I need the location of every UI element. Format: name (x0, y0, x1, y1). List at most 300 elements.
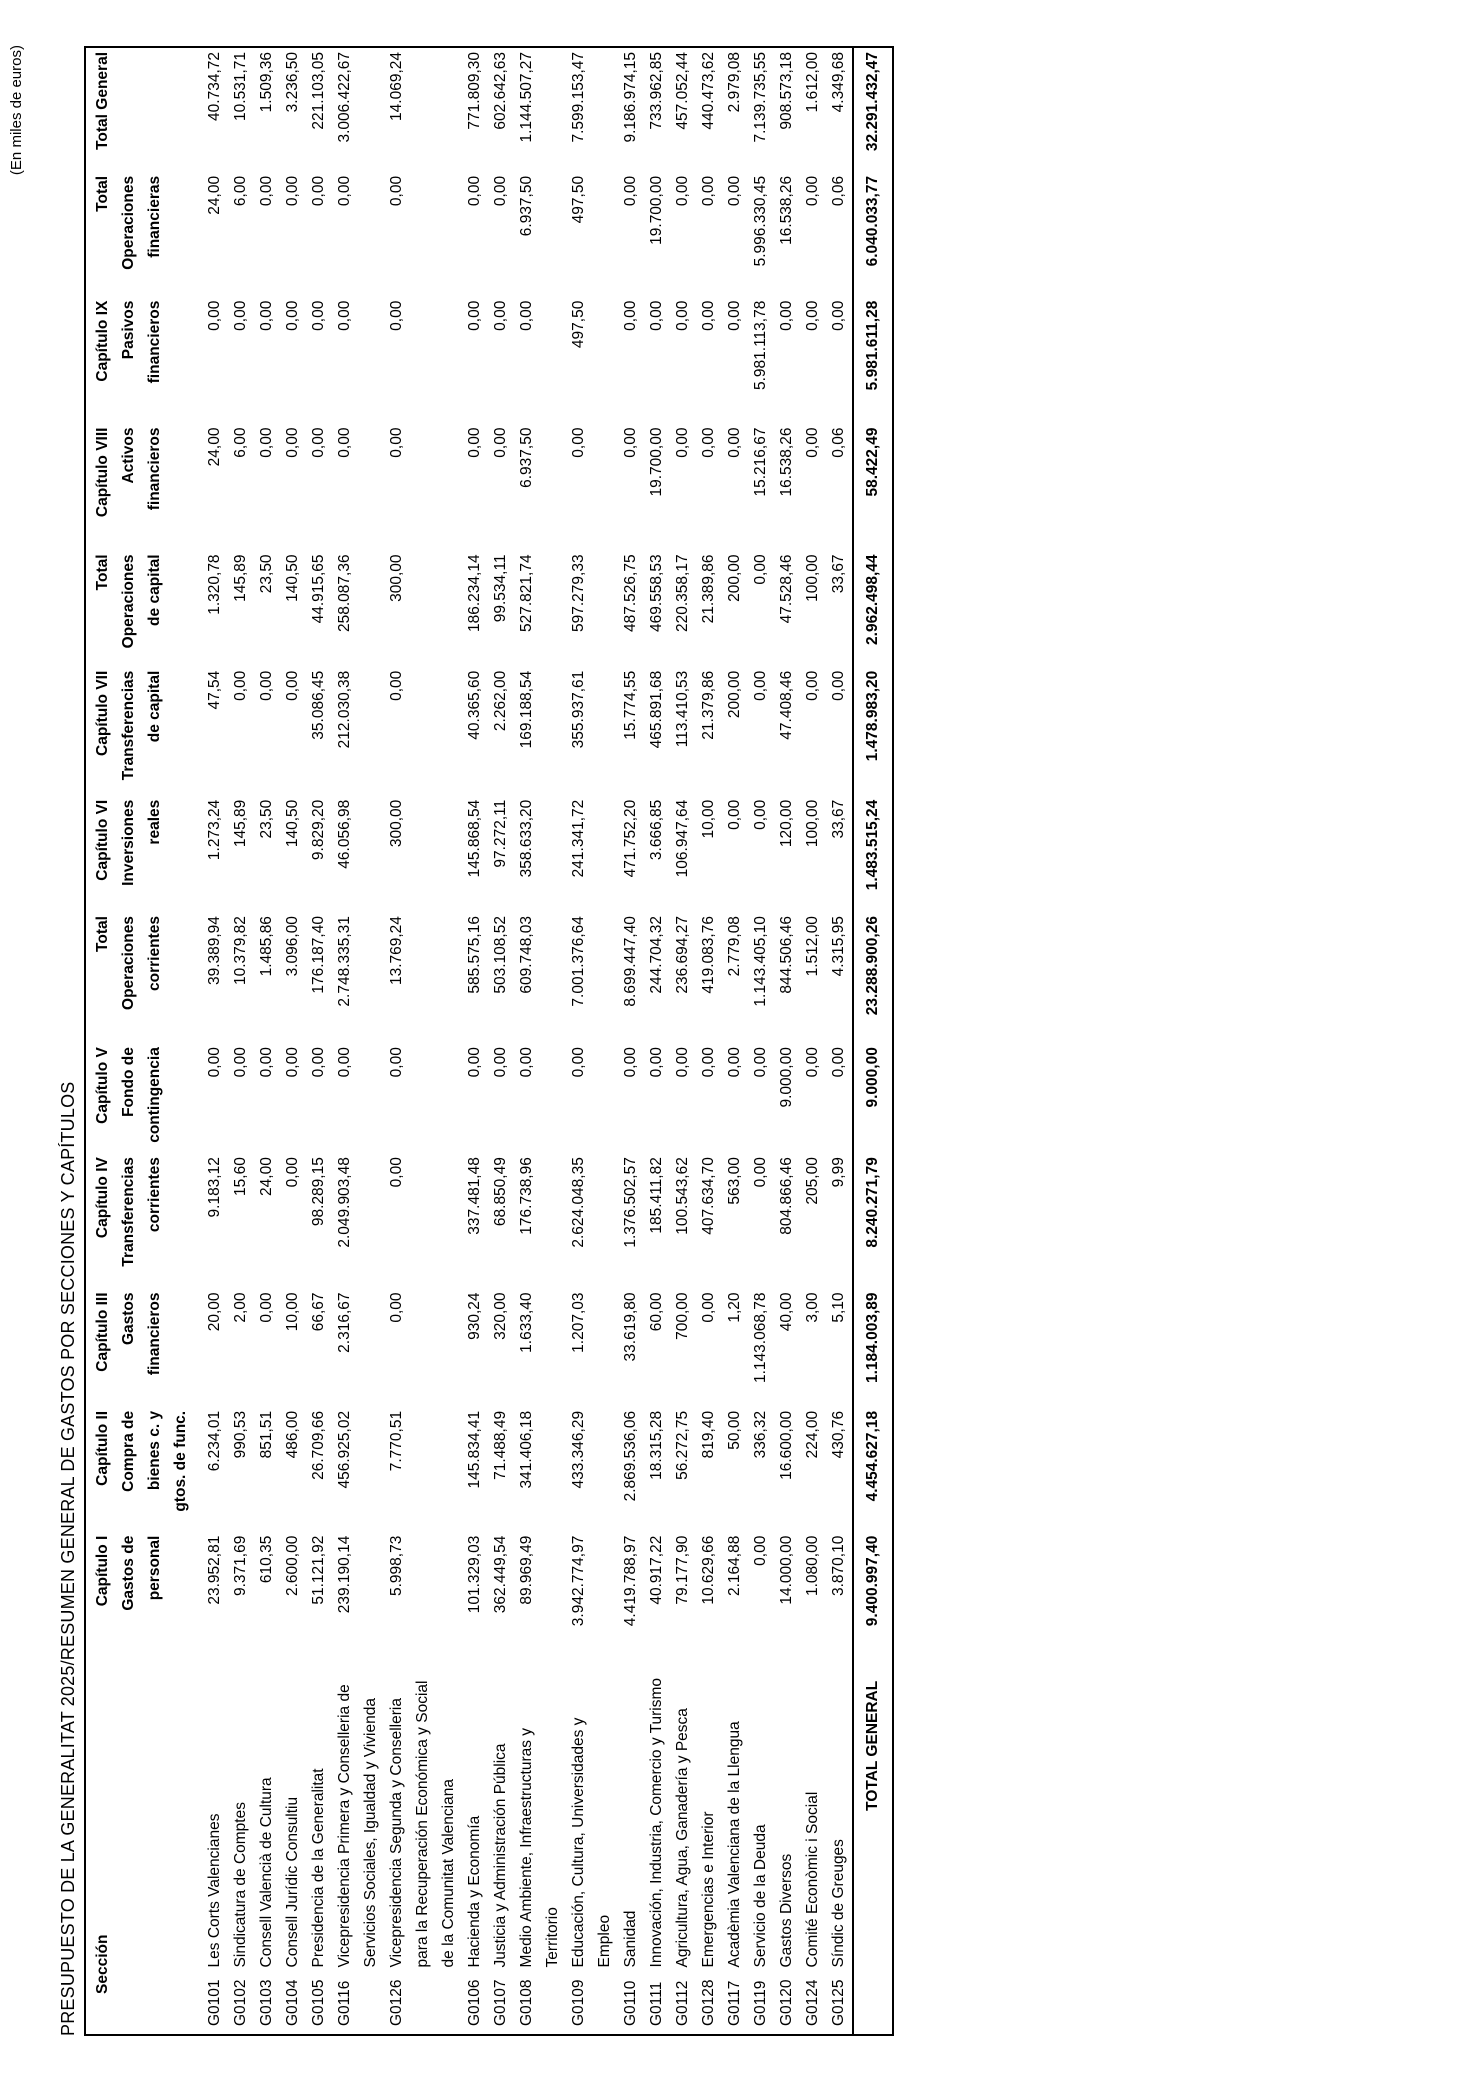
value-cell: 169.188,54 (518, 670, 535, 749)
value-cell: 497,50 (570, 175, 587, 224)
value-cell: 320,00 (492, 1292, 509, 1340)
value-cell: 0,00 (752, 1047, 769, 1078)
value-cell: 336,32 (752, 1410, 769, 1459)
section-code: G0112 (674, 1980, 691, 2026)
total-value-cell: 9.000,00 (853, 1043, 893, 1153)
value-cell: 0,00 (336, 1047, 353, 1078)
value-cell: 4.349,68 (830, 52, 847, 113)
value-cell: 176.738,96 (518, 1157, 535, 1235)
value-cell: 5.998,73 (388, 1535, 405, 1597)
value-cell: 0,00 (804, 670, 821, 701)
total-value-cell: 1.483.515,24 (853, 796, 893, 912)
value-cell: 1.273,24 (206, 799, 223, 861)
value-cell: 0,00 (700, 1292, 717, 1323)
spacer-cell (194, 47, 202, 2035)
value-cell: 14.000,00 (778, 1535, 795, 1605)
section-name: Acadèmia Valenciana de la Llengua (726, 1721, 743, 1968)
value-cell: 0,00 (492, 175, 509, 207)
value-cell: 9.371,69 (232, 1535, 249, 1597)
value-cell: 0,00 (232, 1047, 249, 1078)
value-cell: 1.376.502,57 (622, 1157, 639, 1248)
header-total-financieras: Total Operaciones financieras (94, 175, 163, 270)
value-cell: 602.642,63 (492, 52, 509, 130)
value-cell: 66,67 (310, 1292, 327, 1332)
value-cell: 89.969,49 (518, 1535, 535, 1605)
section-name: Sindicatura de Comptes (232, 1802, 249, 1968)
value-cell: 16.538,26 (778, 427, 795, 497)
value-cell: 0,00 (336, 427, 353, 458)
section-name: Sanidad (622, 1910, 639, 1968)
total-value-cell: 58.422,49 (853, 424, 893, 551)
value-cell: 145.868,54 (466, 799, 483, 878)
value-cell: 0,00 (284, 427, 301, 458)
value-cell: 610,35 (258, 1535, 275, 1584)
total-value-cell: 23.288.900,26 (853, 912, 893, 1043)
value-cell: 56.272,75 (674, 1410, 691, 1480)
value-cell: 0,00 (570, 427, 587, 458)
section-code: G0125 (830, 1979, 847, 2026)
value-cell: 40,00 (778, 1292, 795, 1332)
header-cap4: Capítulo IV Transferencias corrientes (94, 1157, 163, 1267)
value-cell: 23,50 (258, 799, 275, 839)
total-value-cell: 4.454.627,18 (853, 1407, 893, 1532)
value-cell: 0,00 (258, 427, 275, 458)
value-cell: 68.850,49 (492, 1157, 509, 1227)
value-cell: 0,00 (284, 1157, 301, 1188)
value-cell: 8.699.447,40 (622, 916, 639, 1007)
value-cell: 9,99 (830, 1157, 847, 1188)
value-cell: 200,00 (726, 554, 743, 602)
value-cell: 20,00 (206, 1292, 223, 1332)
section-name: Vicepresidencia Primera y Conselleria de Servicios Sociales, Igualdad y Vivienda (336, 1684, 379, 1968)
value-cell: 2.869.536,06 (622, 1410, 639, 1502)
value-cell: 430,76 (830, 1410, 847, 1459)
value-cell: 16.600,00 (778, 1410, 795, 1480)
value-cell: 456.925,02 (336, 1410, 353, 1489)
section-name: Hacienda y Economía (466, 1815, 483, 1968)
header-cap6: Capítulo VI Inversiones reales (94, 799, 163, 886)
value-cell: 2.748.335,31 (336, 916, 353, 1007)
value-cell: 0,00 (466, 300, 483, 331)
value-cell: 300,00 (388, 799, 405, 848)
section-code: G0126 (388, 1979, 405, 2026)
value-cell: 0,00 (622, 300, 639, 331)
value-cell: 79.177,90 (674, 1535, 691, 1605)
value-cell: 0,00 (310, 427, 327, 458)
value-cell: 0,00 (752, 1535, 769, 1566)
value-cell: 0,06 (830, 175, 847, 207)
value-cell: 0,00 (284, 670, 301, 701)
value-cell: 851,51 (258, 1410, 275, 1459)
value-cell: 0,00 (674, 300, 691, 331)
value-cell: 0,00 (492, 427, 509, 458)
value-cell: 19.700,00 (648, 427, 665, 497)
page-title: PRESUPUESTO DE LA GENERALITAT 2025/RESUMEN GENERAL DE GASTOS POR SECCIONES Y CAPÍTULOS (58, 1081, 78, 2036)
section-code: G0106 (466, 1979, 483, 2026)
value-cell: 46.056,98 (336, 799, 353, 869)
value-cell: 0,00 (726, 175, 743, 207)
section-code: G0102 (232, 1979, 249, 2026)
value-cell: 0,00 (804, 427, 821, 458)
value-cell: 97.272,11 (492, 799, 509, 868)
value-cell: 2.316,67 (336, 1292, 353, 1353)
value-cell: 2.262,00 (492, 670, 509, 732)
value-cell: 0,00 (258, 1047, 275, 1078)
header-cap5: Capítulo V Fondo de contingencia (94, 1047, 163, 1143)
value-cell: 47,54 (206, 670, 223, 710)
value-cell: 33.619,80 (622, 1292, 639, 1362)
value-cell: 2.600,00 (284, 1535, 301, 1597)
value-cell: 6,00 (232, 175, 249, 207)
section-name: Síndic de Greuges (830, 1839, 847, 1968)
value-cell: 0,00 (700, 175, 717, 207)
value-cell: 0,00 (752, 670, 769, 701)
value-cell: 24,00 (258, 1157, 275, 1196)
value-cell: 0,00 (648, 1047, 665, 1078)
value-cell: 563,00 (726, 1157, 743, 1205)
value-cell: 0,00 (622, 1047, 639, 1078)
value-cell: 9.000,00 (778, 1047, 795, 1108)
section-code: G0105 (310, 1979, 327, 2026)
value-cell: 7.139.735,55 (752, 52, 769, 143)
value-cell: 0,00 (388, 427, 405, 458)
section-code: G0117 (726, 1980, 743, 2026)
value-cell: 0,06 (830, 427, 847, 458)
value-cell: 0,00 (726, 799, 743, 830)
value-cell: 0,00 (466, 1047, 483, 1078)
value-cell: 1.509,36 (258, 52, 275, 113)
section-code: G0116 (336, 1980, 353, 2026)
value-cell: 0,00 (258, 670, 275, 701)
table-row (774, 47, 800, 2035)
value-cell: 3,00 (804, 1292, 821, 1323)
total-value-cell: 9.400.997,40 (853, 1532, 893, 1663)
budget-table (84, 46, 894, 2036)
table-row (748, 47, 774, 2035)
value-cell: 0,00 (466, 175, 483, 207)
value-cell: 9.186.974,15 (622, 52, 639, 143)
value-cell: 24,00 (206, 175, 223, 215)
section-name: Gastos Diversos (778, 1853, 795, 1968)
section-code: G0119 (752, 1980, 769, 2026)
header-cap8: Capítulo VIII Activos financieros (94, 427, 163, 518)
value-cell: 50,00 (726, 1410, 743, 1450)
value-cell: 527.821,74 (518, 554, 535, 633)
value-cell: 0,00 (388, 1292, 405, 1323)
value-cell: 212.030,38 (336, 670, 353, 749)
table-row (280, 47, 306, 2035)
value-cell: 2.164,88 (726, 1535, 743, 1597)
value-cell: 39.389,94 (206, 916, 223, 986)
header-cap1: Capítulo I Gastos de personal (94, 1535, 163, 1611)
value-cell: 6.937,50 (518, 427, 535, 488)
value-cell: 1.633,40 (518, 1292, 535, 1353)
value-cell: 241.341,72 (570, 799, 587, 878)
section-code: G0109 (570, 1979, 587, 2026)
value-cell: 7.770,51 (388, 1410, 405, 1472)
value-cell: 13.769,24 (388, 916, 405, 986)
value-cell: 337.481,48 (466, 1157, 483, 1235)
table-row (202, 47, 228, 2035)
value-cell: 2.779,08 (726, 916, 743, 977)
value-cell: 10.531,71 (232, 52, 249, 121)
section-code: G0107 (492, 1979, 509, 2026)
value-cell: 60,00 (648, 1292, 665, 1332)
section-name: Educación, Cultura, Universidades y Empleo (570, 1717, 613, 1968)
section-code: G0110 (622, 1980, 639, 2026)
value-cell: 0,00 (830, 670, 847, 701)
value-cell: 1.143.405,10 (752, 916, 769, 1007)
table-row (566, 47, 618, 2035)
value-cell: 100,00 (804, 799, 821, 848)
value-cell: 0,00 (388, 300, 405, 331)
table-row (514, 47, 566, 2035)
value-cell: 300,00 (388, 554, 405, 602)
value-cell: 0,00 (674, 427, 691, 458)
value-cell: 7.599.153,47 (570, 52, 587, 143)
section-code: G0120 (778, 1979, 795, 2026)
value-cell: 0,00 (700, 300, 717, 331)
value-cell: 362.449,54 (492, 1535, 509, 1614)
value-cell: 244.704,32 (648, 916, 665, 994)
value-cell: 819,40 (700, 1410, 717, 1459)
value-cell: 0,00 (310, 1047, 327, 1078)
value-cell: 0,00 (726, 1047, 743, 1078)
value-cell: 236.694,27 (674, 916, 691, 994)
value-cell: 0,00 (700, 427, 717, 458)
section-code: G0108 (518, 1979, 535, 2026)
value-cell: 1.080,00 (804, 1535, 821, 1597)
value-cell: 0,00 (648, 300, 665, 331)
value-cell: 44.915,65 (310, 554, 327, 624)
value-cell: 358.633,20 (518, 799, 535, 878)
value-cell: 771.809,30 (466, 52, 483, 130)
value-cell: 0,00 (284, 300, 301, 331)
value-cell: 10.379,82 (232, 916, 249, 986)
value-cell: 200,00 (726, 670, 743, 719)
table-row (800, 47, 826, 2035)
value-cell: 205,00 (804, 1157, 821, 1205)
value-cell: 9.183,12 (206, 1157, 223, 1218)
value-cell: 3.870,10 (830, 1535, 847, 1597)
value-cell: 35.086,45 (310, 670, 327, 740)
section-name: Justicia y Administración Pública (492, 1743, 509, 1968)
value-cell: 487.526,75 (622, 554, 639, 633)
value-cell: 220.358,17 (674, 554, 691, 633)
value-cell: 71.488,49 (492, 1410, 509, 1480)
value-cell: 1.207,03 (570, 1292, 587, 1353)
value-cell: 24,00 (206, 427, 223, 467)
table-row (306, 47, 332, 2035)
value-cell: 0,00 (388, 175, 405, 207)
value-cell: 21.379,86 (700, 670, 717, 740)
value-cell: 113.410,53 (674, 670, 691, 748)
value-cell: 140,50 (284, 799, 301, 848)
section-name: Agricultura, Agua, Ganadería y Pesca (674, 1708, 691, 1968)
value-cell: 0,00 (258, 175, 275, 207)
section-code: G0111 (648, 1981, 665, 2026)
value-cell: 145,89 (232, 799, 249, 848)
value-cell: 101.329,03 (466, 1535, 483, 1614)
value-cell: 0,00 (804, 1047, 821, 1078)
value-cell: 7.001.376,64 (570, 916, 587, 1007)
header-cap3: Capítulo III Gastos financieros (94, 1292, 163, 1376)
section-name: Consell Jurídic Consultiu (284, 1796, 301, 1968)
value-cell: 0,00 (232, 300, 249, 331)
value-cell: 2.624.048,35 (570, 1157, 587, 1248)
value-cell: 100,00 (804, 554, 821, 602)
value-cell: 465.891,68 (648, 670, 665, 749)
value-cell: 176.187,40 (310, 916, 327, 994)
value-cell: 0,00 (310, 175, 327, 207)
value-cell: 2.979,08 (726, 52, 743, 113)
value-cell: 0,00 (726, 427, 743, 458)
value-cell: 258.087,36 (336, 554, 353, 633)
value-cell: 0,00 (752, 799, 769, 830)
value-cell: 0,00 (206, 1047, 223, 1078)
section-code: G0104 (284, 1979, 301, 2026)
value-cell: 239.190,14 (336, 1535, 353, 1614)
value-cell: 145,89 (232, 554, 249, 602)
value-cell: 407.634,70 (700, 1157, 717, 1235)
table-row (228, 47, 254, 2035)
value-cell: 15,60 (232, 1157, 249, 1196)
section-name: Servicio de la Deuda (752, 1824, 769, 1968)
value-cell: 0,00 (492, 300, 509, 331)
section-code: G0101 (206, 1979, 223, 2026)
table-row (696, 47, 722, 2035)
value-cell: 1.320,78 (206, 554, 223, 615)
section-name: Consell Valencià de Cultura (258, 1777, 275, 1968)
value-cell: 106.947,64 (674, 799, 691, 878)
value-cell: 0,00 (388, 670, 405, 701)
value-cell: 3.006.422,67 (336, 52, 353, 143)
table-row (384, 47, 462, 2035)
value-cell: 440.473,62 (700, 52, 717, 130)
value-cell: 9.829,20 (310, 799, 327, 861)
value-cell: 471.752,20 (622, 799, 639, 878)
value-cell: 100.543,62 (674, 1157, 691, 1235)
value-cell: 0,00 (674, 175, 691, 207)
header-total-corrientes: Total Operaciones corrientes (94, 916, 163, 1010)
value-cell: 0,00 (492, 1047, 509, 1078)
value-cell: 40.734,72 (206, 52, 223, 121)
value-cell: 3.666,85 (648, 799, 665, 861)
value-cell: 15.774,55 (622, 670, 639, 740)
value-cell: 0,00 (336, 175, 353, 207)
value-cell: 930,24 (466, 1292, 483, 1340)
value-cell: 0,00 (726, 300, 743, 331)
value-cell: 0,00 (570, 1047, 587, 1078)
value-cell: 355.937,61 (570, 670, 587, 749)
value-cell: 5,10 (830, 1292, 847, 1323)
value-cell: 497,50 (570, 300, 587, 349)
value-cell: 120,00 (778, 799, 795, 848)
value-cell: 0,00 (518, 300, 535, 331)
table-row (254, 47, 280, 2035)
value-cell: 0,00 (778, 300, 795, 331)
total-value-cell: 6.040.033,77 (853, 172, 893, 297)
value-cell: 597.279,33 (570, 554, 587, 633)
value-cell: 23,50 (258, 554, 275, 594)
value-cell: 0,00 (830, 300, 847, 331)
value-cell: 10,00 (700, 799, 717, 839)
value-cell: 0,00 (518, 1047, 535, 1078)
value-cell: 0,00 (804, 300, 821, 331)
header-cap7: Capítulo VII Transferencias de capital (94, 670, 163, 781)
value-cell: 6.234,01 (206, 1410, 223, 1472)
table-row (462, 47, 488, 2035)
value-cell: 0,00 (258, 300, 275, 331)
value-cell: 26.709,66 (310, 1410, 327, 1480)
value-cell: 16.538,26 (778, 175, 795, 245)
value-cell: 140,50 (284, 554, 301, 602)
value-cell: 99.534,11 (492, 554, 509, 623)
table-row (670, 47, 696, 2035)
value-cell: 0,00 (700, 1047, 717, 1078)
total-row (853, 47, 893, 2035)
section-name: Vicepresidencia Segunda y Conselleria para la Recuperación Económica y Social de la Comunitat Valenciana (388, 1680, 457, 1968)
value-cell: 0,00 (466, 427, 483, 458)
value-cell: 0,00 (804, 175, 821, 207)
section-code: G0124 (804, 1979, 821, 2026)
value-cell: 503.108,52 (492, 916, 509, 994)
section-name: Emergencias e Interior (700, 1811, 717, 1968)
value-cell: 6.937,50 (518, 175, 535, 237)
value-cell: 433.346,29 (570, 1410, 587, 1489)
value-cell: 609.748,03 (518, 916, 535, 994)
value-cell: 19.700,00 (648, 175, 665, 245)
value-cell: 2,00 (232, 1292, 249, 1323)
value-cell: 33,67 (830, 799, 847, 839)
value-cell: 0,00 (232, 670, 249, 701)
section-code: G0128 (700, 1979, 717, 2026)
value-cell: 0,00 (674, 1047, 691, 1078)
value-cell: 47.528,46 (778, 554, 795, 624)
value-cell: 14.069,24 (388, 52, 405, 121)
value-cell: 145.834,41 (466, 1410, 483, 1489)
value-cell: 221.103,05 (310, 52, 327, 130)
value-cell: 700,00 (674, 1292, 691, 1340)
value-cell: 21.389,86 (700, 554, 717, 624)
value-cell: 0,00 (752, 554, 769, 585)
header-cap9: Capítulo IX Pasivos financieros (94, 300, 163, 384)
header-cap2: Capítulo II Compra de bienes c. y gtos. de func. (94, 1410, 189, 1512)
value-cell: 0,00 (388, 1047, 405, 1078)
section-code: G0103 (258, 1979, 275, 2026)
value-cell: 5.981.113,78 (752, 300, 769, 391)
value-cell: 844.506,46 (778, 916, 795, 994)
table-body (194, 47, 893, 2035)
value-cell: 0,00 (336, 300, 353, 331)
total-value-cell: 1.184.003,89 (853, 1288, 893, 1406)
table-row (826, 47, 853, 2035)
value-cell: 98.289,15 (310, 1157, 327, 1227)
value-cell: 40.365,60 (466, 670, 483, 740)
value-cell: 4.315,95 (830, 916, 847, 977)
table-row (644, 47, 670, 2035)
value-cell: 1.144.507,27 (518, 52, 535, 143)
value-cell: 15.216,67 (752, 427, 769, 497)
table-row (332, 47, 384, 2035)
value-cell: 469.558,53 (648, 554, 665, 633)
value-cell: 0,00 (752, 1157, 769, 1188)
value-cell: 1.612,00 (804, 52, 821, 113)
table-row (722, 47, 748, 2035)
value-cell: 0,00 (206, 300, 223, 331)
value-cell: 10.629,66 (700, 1535, 717, 1605)
value-cell: 3.942.774,97 (570, 1535, 587, 1627)
